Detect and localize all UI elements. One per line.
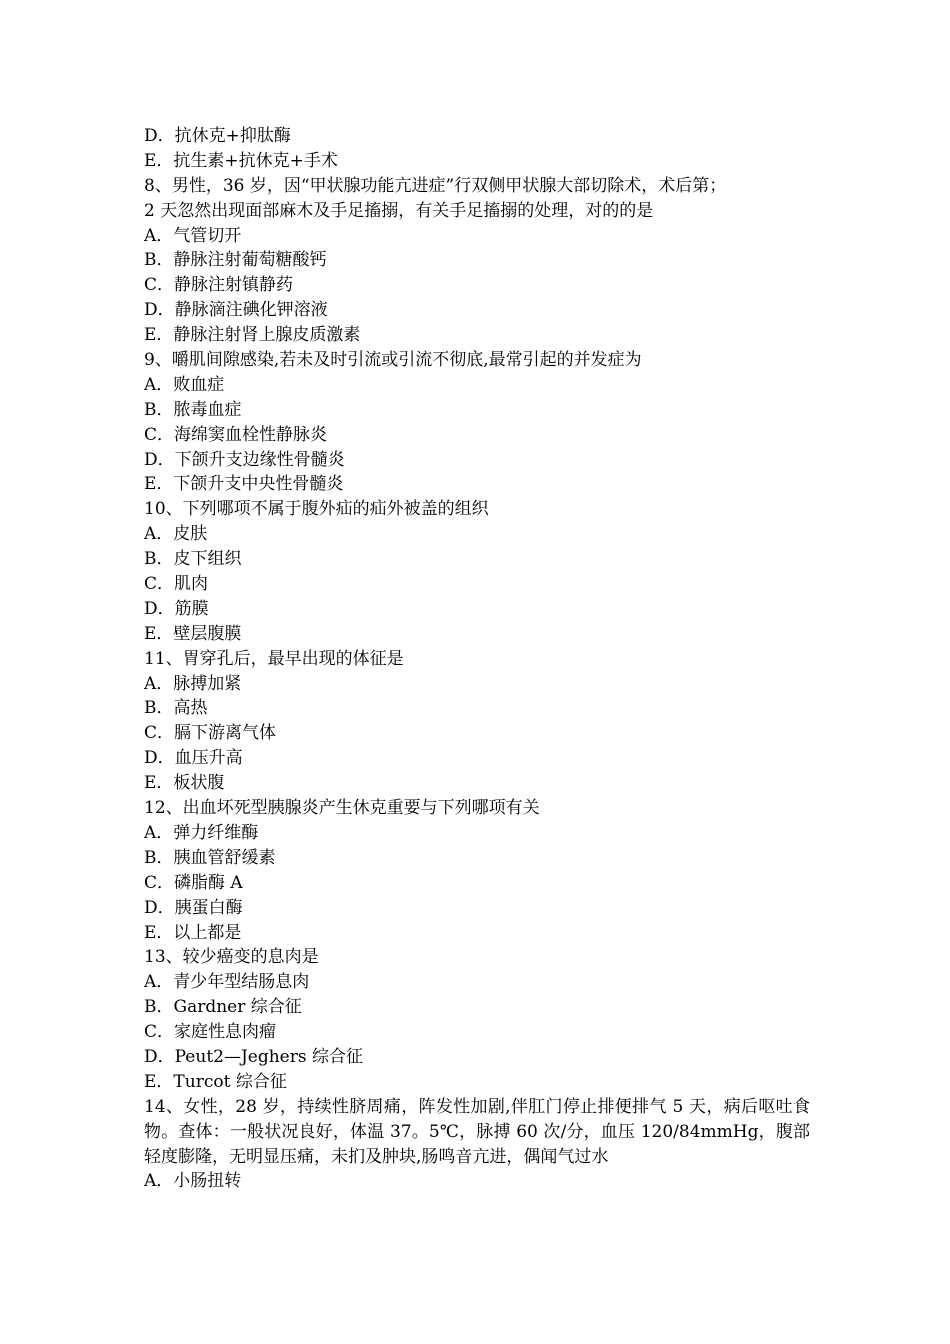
question-13: 13、较少癌变的息肉是 [144, 947, 319, 968]
option-line: D．Peut2—Jeghers 综合征 [144, 1046, 363, 1067]
option-line: E．静脉注射肾上腺皮质激素 [144, 325, 361, 346]
option-line: B．高热 [144, 698, 208, 719]
option-line: D．血压升高 [144, 748, 243, 769]
question-12: 12、出血坏死型胰腺炎产生休克重要与下列哪项有关 [144, 798, 540, 819]
option-line: B．皮下组织 [144, 549, 242, 570]
option-line: E．Turcot 综合征 [144, 1071, 287, 1092]
question-11: 11、胃穿孔后，最早出现的体征是 [144, 648, 404, 669]
option-line: C．磷脂酶 A [144, 872, 243, 893]
question-10: 10、下列哪项不属于腹外疝的疝外被盖的组织 [144, 499, 489, 520]
option-line: A．青少年型结肠息肉 [144, 972, 310, 993]
question-8-line-1: 8、男性，36 岁，因“甲状腺功能亢进症”行双侧甲状腺大部切除术，术后第； [144, 175, 727, 196]
text-line: E．抗生素+抗休克+手术 [144, 150, 338, 171]
option-line: B．脓毒血症 [144, 399, 242, 420]
option-line: E．板状腹 [144, 773, 225, 794]
option-line: A．小肠扭转 [144, 1171, 242, 1192]
option-line: E．下颌升支中央性骨髓炎 [144, 474, 344, 495]
option-line: E．壁层腹膜 [144, 623, 242, 644]
option-line: B．Gardner 综合征 [144, 997, 302, 1018]
option-line: B．静脉注射葡萄糖酸钙 [144, 250, 327, 271]
text-line: D．抗休克+抑肽酶 [144, 126, 291, 146]
option-line: A．弹力纤维酶 [144, 822, 259, 843]
option-line: D．下颌升支边缘性骨髓炎 [144, 449, 345, 470]
option-line: A．气管切开 [144, 225, 242, 246]
option-line: C．肌肉 [144, 574, 209, 595]
option-line: B．胰血管舒缓素 [144, 847, 276, 868]
question-14: 14、女性，28 岁，持续性脐周痛，阵发性加剧,伴肛门停止排便排气 5 天，病后呕吐食物。查体：一般状况良好，体温 37。5℃，脉搏 60 次/分，血压 120/84mmHg，腹部轻度膨隆，无明显压痛，未扪及肿块,肠鸣音亢进，偶闻气过水 [144, 1096, 810, 1167]
option-line: C．家庭性息肉瘤 [144, 1022, 277, 1043]
option-line: C．静脉注射镇静药 [144, 275, 294, 296]
question-9: 9、嚼肌间隙感染,若未及时引流或引流不彻底,最常引起的并发症为 [144, 350, 642, 371]
option-line: C．膈下游离气体 [144, 723, 277, 744]
option-line: A．皮肤 [144, 524, 208, 545]
option-line: E．以上都是 [144, 922, 242, 943]
option-line: A．脉搏加紧 [144, 673, 242, 694]
option-line: D．筋膜 [144, 598, 209, 619]
option-line: C．海绵窦血栓性静脉炎 [144, 424, 328, 445]
option-line: D．胰蛋白酶 [144, 897, 243, 918]
option-line: D．静脉滴注碘化钾溶液 [144, 300, 328, 321]
question-8-line-2: 2 天忽然出现面部麻木及手足搐搦，有关手足搐搦的处理，对的的是 [144, 200, 654, 221]
option-line: A．败血症 [144, 374, 225, 395]
document-page [144, 124, 810, 1194]
